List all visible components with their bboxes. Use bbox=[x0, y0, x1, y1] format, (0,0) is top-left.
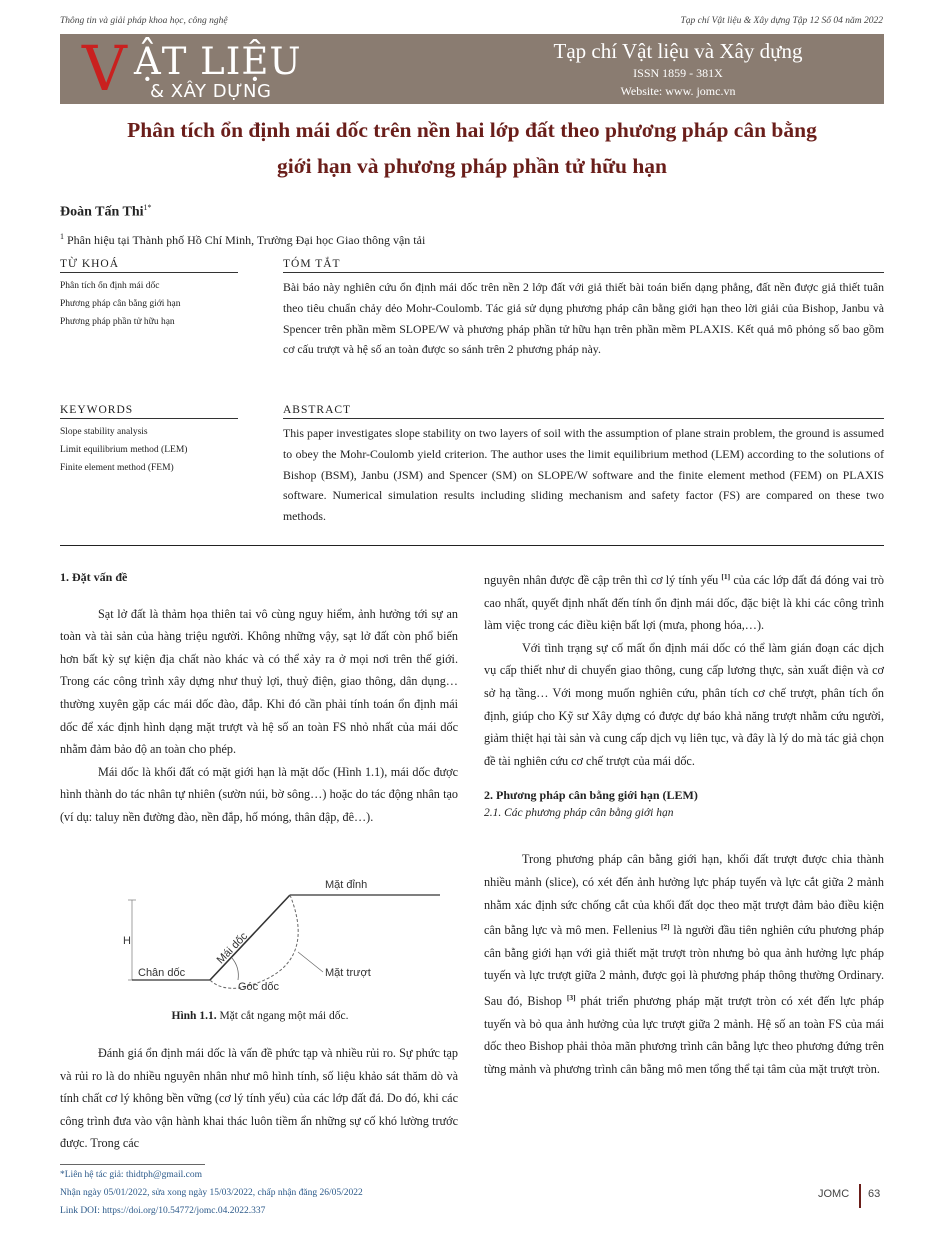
logo-main-text: ẬT LIỆU bbox=[134, 40, 302, 83]
paragraph bbox=[484, 566, 884, 637]
figure-caption bbox=[60, 1010, 460, 1022]
list-item: Slope stability analysis bbox=[60, 427, 148, 437]
paragraph: Đánh giá ổn định mái dốc là vấn đề phức tạp và nhiều rủi ro. Sự phức tạp và rủi ro là do nhiều nguyên nhân như mô hình tính, số liệu khảo sát thăm dò và tính chất cơ lý không bền vững (cơ lý tính yếu) của các lớp đất đá. Do đó, khi các công trình đưa vào vận hành khai thác luôn tiềm ẩn những sự cố khó lường trước được. Trong các bbox=[60, 1046, 458, 1151]
vn-abstract: Bài báo này nghiên cứu ổn định mái dốc trên nền 2 lớp đất với giả thiết bài toán biến dạng phẳng, đất nền được giả thiết tuân theo tiêu chuẩn chảy dẻo Mohr-Coulomb. Tác giả sử dụng phương pháp cân bằng giới hạn theo lời giải của Bishop, Janbu và Spencer trên phần mềm SLOPE/W và phương pháp phần tử hữu hạn trên phần mềm PLAXIS. Kết quả mô phỏng số bao gồm cơ cấu trượt và hệ số an toàn được so sánh trên 2 phương pháp này. bbox=[283, 280, 884, 357]
journal-issn: ISSN 1859 - 381X bbox=[633, 66, 723, 80]
list-item: Finite element method (FEM) bbox=[60, 463, 174, 473]
slope-line bbox=[210, 895, 290, 980]
list-item: Phương pháp phần tử hữu hạn bbox=[60, 317, 175, 327]
vn-abstract-heading: TÓM TẮT bbox=[283, 258, 884, 273]
toe-label: Chân dốc bbox=[138, 967, 186, 979]
list-item: Phân tích ổn định mái dốc bbox=[60, 281, 160, 291]
paragraph bbox=[484, 848, 884, 1080]
section-divider bbox=[60, 545, 884, 546]
journal-logo bbox=[60, 34, 315, 104]
footer-divider bbox=[859, 1184, 861, 1208]
footnote-contact[interactable]: *Liên hệ tác giả: thidtph@gmail.com bbox=[60, 1170, 202, 1180]
footer-journal: JOMC bbox=[818, 1188, 850, 1200]
caption-text: Mặt cắt ngang một mái dốc. bbox=[216, 1010, 349, 1022]
spacer bbox=[484, 772, 884, 786]
page-number: 63 bbox=[868, 1188, 881, 1200]
text-span: Trong phương pháp cân bằng giới hạn, khối đất trượt được chia thành nhiều mảnh (slice), có xét đến ảnh hưởng lực pháp tuyến và lực cắt giữa 2 mảnh nhằm xác định sức chống cắt của khối đất dọc theo mặt trượt đảm bảo điều kiện cân bằng lực và mô men. Fellenius bbox=[484, 852, 884, 938]
author-name: Đoàn Tấn Thi bbox=[60, 204, 144, 220]
text-span: phát triển phương pháp mặt trượt tròn có xét đến lực pháp tuyến và bỏ qua ảnh hưởng của lực trượt giữa 2 mảnh. Hệ số an toàn FS của mái dốc theo Bishop phải thỏa mãn phương trình cân bằng lực theo phương đứng trên từng mảnh và phương trình cân bằng mô men tổng thể tại tâm của mặt trượt tròn. bbox=[484, 994, 884, 1076]
journal-banner bbox=[60, 34, 884, 104]
slope-angle-arc bbox=[232, 958, 238, 980]
affiliation bbox=[60, 232, 425, 248]
author bbox=[60, 203, 152, 221]
text-span: nguyên nhân được đề cập trên thì cơ lý tính yếu bbox=[484, 573, 722, 588]
angle-label: Góc dốc bbox=[238, 981, 279, 993]
slip-label: Mặt trượt bbox=[325, 967, 371, 979]
list-item: Phương pháp cân bằng giới hạn bbox=[60, 299, 181, 309]
header-right: Tạp chí Vật liệu & Xây dựng Tập 12 Số 04 năm 2022 bbox=[680, 16, 883, 26]
subsection-heading: 2.1. Các phương pháp cân bằng giới hạn bbox=[484, 807, 674, 820]
paragraph: Mái dốc là khối đất có mặt giới hạn là mặt dốc (Hình 1.1), mái dốc được hình thành do tác nhân tự nhiên (sườn núi, bờ sông…) hoặc do tác động nhân tạo (ví dụ: taluy nền đường đào, nền đắp, hố móng, thân đập, đê…). bbox=[60, 764, 458, 824]
paragraph: Sạt lở đất là thảm họa thiên tai vô cùng nguy hiểm, ảnh hưởng tới sự an toàn và tài sản của hàng triệu người. Không những vậy, sạt lở đất còn phổ biến hơn bất kỳ sự kiện địa chất nào khác và có thể xảy ra ở mọi nơi trên thế giới. Trong các công trình xây dựng như thuỷ lợi, thuỷ điện, giao thông, dân dụng… thường xuyên gặp các mái dốc đào, đắp. Khi đó cần phải tính toán ổn định mái dốc để xác định hình dạng mặt trượt và hệ số an toàn FS nhỏ nhất của mái dốc nhằm đảm bảo độ an toàn cho phép. bbox=[60, 606, 458, 757]
slope-figure bbox=[120, 870, 450, 1010]
slip-pointer bbox=[298, 952, 323, 972]
slope-label: Mái dốc bbox=[214, 930, 251, 967]
banner-info bbox=[478, 38, 878, 100]
vn-keywords-heading: TỪ KHOÁ bbox=[60, 258, 238, 273]
en-keywords-heading: KEYWORDS bbox=[60, 404, 238, 419]
footnote-doi[interactable]: Link DOI: https://doi.org/10.54772/jomc.04.2022.337 bbox=[60, 1206, 266, 1216]
paragraph: Với tình trạng sự cố mất ổn định mái dốc có thể làm gián đoạn các dịch vụ cấp thiết như di chuyển giao thông, cung cấp lương thực, sản xuất điện và cơ sở hạ tầng… Với mong muốn nghiên cứu, phân tích cơ chế trượt, phân tích ổn định, giúp cho Kỹ sư Xây dựng có được dự báo khả năng trượt nhằm cứu người, giảm thiệt hại tài sản và cung cấp dịch vụ liên tục, và đây là lý do mà tác giả chọn đề tài nghiên cứu cơ chế trượt của mái dốc. bbox=[484, 640, 884, 768]
height-label: H bbox=[123, 935, 131, 947]
logo-sub-text: & XÂY DỰNG bbox=[150, 81, 272, 102]
left-column-top bbox=[60, 566, 458, 829]
list-item: Limit equilibrium method (LEM) bbox=[60, 445, 188, 455]
vn-keywords-list bbox=[60, 277, 180, 331]
right-column bbox=[484, 566, 884, 1080]
text-span: của các lớp đất đá đóng vai trò cao nhất, quyết định nhất đến tính ổn định mái dốc, đặc biệt là khi các công trình làm việc trong các điều kiện bất lợi (mưa, phong hóa,…). bbox=[484, 573, 884, 633]
journal-website[interactable]: Website: www. jomc.vn bbox=[620, 84, 736, 98]
title-line-1: Phân tích ổn định mái dốc trên nền hai lớp đất theo phương pháp cân bằng bbox=[127, 118, 817, 142]
paper-title bbox=[60, 112, 884, 184]
footnote-dates: Nhận ngày 05/01/2022, sửa xong ngày 15/03/2022, chấp nhận đăng 26/05/2022 bbox=[60, 1188, 363, 1198]
en-abstract-heading: ABSTRACT bbox=[283, 404, 884, 419]
section-heading-2: 2. Phương pháp cân bằng giới hạn (LEM) bbox=[484, 788, 698, 803]
logo-letter-v: V bbox=[82, 32, 127, 105]
spacer bbox=[60, 589, 458, 603]
title-line-2: giới hạn và phương pháp phần tử hữu hạn bbox=[277, 154, 667, 178]
en-keywords-list bbox=[60, 423, 187, 477]
spacer bbox=[484, 822, 884, 848]
affil-text: Phân hiệu tại Thành phố Hồ Chí Minh, Trường Đại học Giao thông vận tải bbox=[67, 233, 426, 247]
header-left: Thông tin và giải pháp khoa học, công nghệ bbox=[60, 16, 228, 26]
citation-ref[interactable]: [1] bbox=[721, 572, 731, 581]
affil-sup: 1 bbox=[60, 232, 64, 241]
footnote-divider bbox=[60, 1164, 205, 1165]
text-span: là người đầu tiên nghiên cứu phương pháp cân bằng giới hạn với giả thiết mặt trượt tròn nhưng bỏ qua ảnh hưởng lực pháp tuyến và lực trượt giữa 2 mảnh, được gọi là phương pháp thông thường Ordinary. Sau đó, Bishop bbox=[484, 923, 885, 1009]
caption-label: Hình 1.1. bbox=[171, 1010, 217, 1022]
crest-label: Mặt đỉnh bbox=[325, 879, 368, 891]
journal-name: Tạp chí Vật liệu và Xây dựng bbox=[553, 39, 803, 63]
section-heading-1: 1. Đặt vấn đề bbox=[60, 570, 128, 584]
citation-ref[interactable]: [3] bbox=[566, 993, 576, 1003]
en-abstract: This paper investigates slope stability on two layers of soil with the assumption of plane strain problem, the ground is assumed to obey the Mohr-Coulomb yield criterion. The author uses the limit equilibrium method (LEM) according to the solutions of Bishop (BSM), Janbu (JSM) and Spencer (SM) on SLOPE/W software and the finite element method (FEM) on PLAXIS software. Numerical simulation results including sliding mechanism and safety factor (FS) are compared on these two methods. bbox=[283, 426, 884, 524]
left-column-bottom bbox=[60, 1042, 458, 1155]
slip-surface bbox=[210, 895, 298, 988]
author-sup: 1* bbox=[143, 203, 152, 212]
citation-ref[interactable]: [2] bbox=[660, 922, 670, 932]
